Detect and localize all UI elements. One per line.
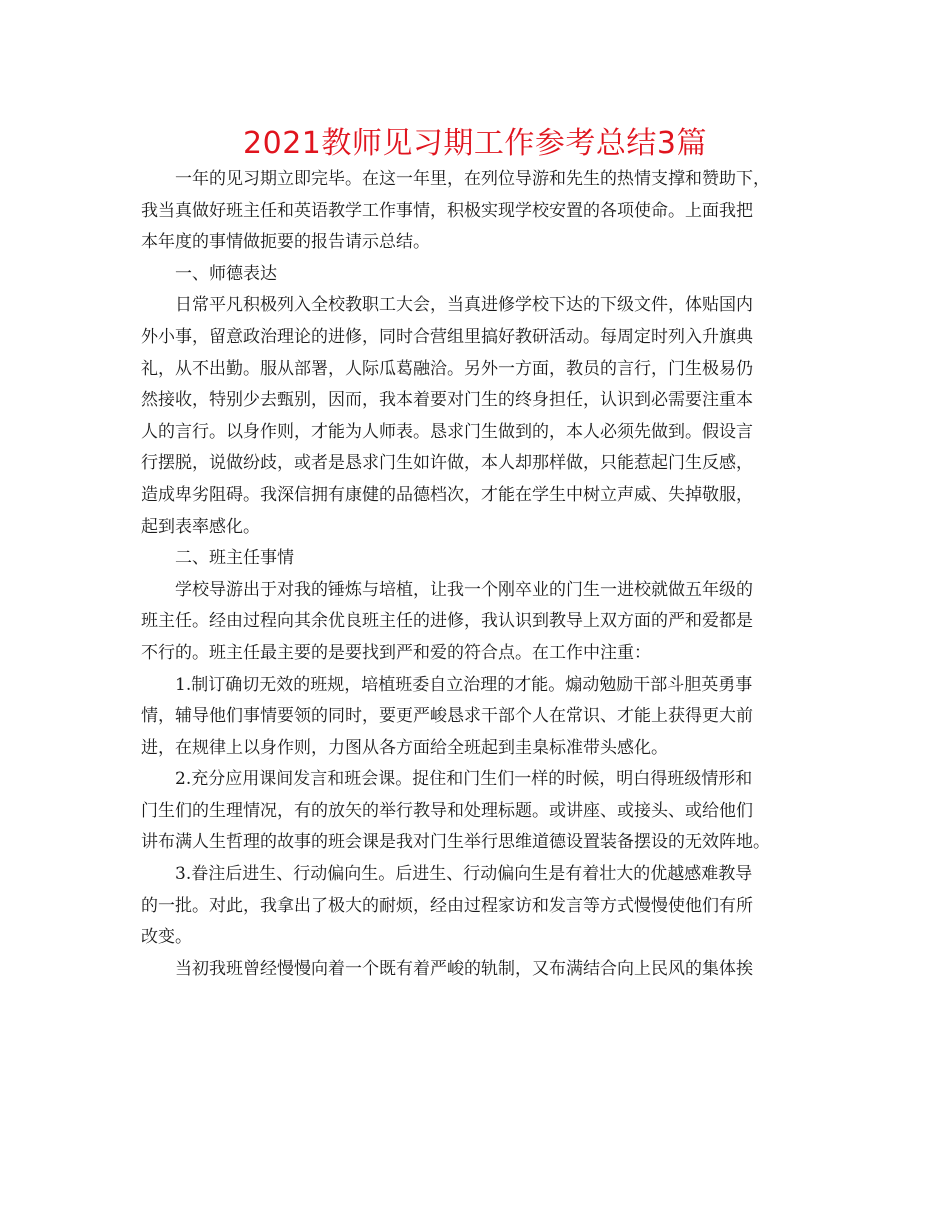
body-line: 起到表率感化。 — [141, 516, 260, 537]
body-line: 礼，从不出勤。服从部署，人际瓜葛融洽。另外一方面，教员的言行，门生极易仍 — [141, 358, 753, 379]
body-line: 的一批。对此，我拿出了极大的耐烦，经由过程家访和发言等方式慢慢使他们有所 — [141, 895, 753, 916]
body-line: 当初我班曾经慢慢向着一个既有着严峻的轨制，又布满结合向上民风的集体挨 — [175, 958, 753, 979]
body-line: 人的言行。以身作则，才能为人师表。恳求门生做到的，本人必须先做到。假设言 — [141, 421, 753, 442]
body-line: 行摆脱，说做纷歧，或者是恳求门生如许做，本人却那样做，只能惹起门生反感， — [141, 453, 753, 474]
document-body — [141, 164, 811, 985]
body-line: 一、师德表达 — [175, 263, 277, 284]
document-title: 2021教师见习期工作参考总结3篇 — [243, 126, 707, 161]
body-line: 学校导游出于对我的锤炼与培植，让我一个刚卒业的门生一进校就做五年级的 — [175, 579, 753, 600]
body-line: 班主任。经由过程向其余优良班主任的进修，我认识到教导上双方面的严和爱都是 — [141, 611, 753, 632]
body-line: 进，在规律上以身作则，力图从各方面给全班起到圭臬标准带头感化。 — [141, 737, 668, 758]
body-line: 改变。 — [141, 927, 192, 948]
body-line: 1.制订确切无效的班规，培植班委自立治理的才能。煽动勉励干部斗胆英勇事 — [175, 674, 753, 695]
body-line: 造成卑劣阻碍。我深信拥有康健的品德档次，才能在学生中树立声威、失掉敬服， — [141, 484, 753, 505]
body-line: 情，辅导他们事情要领的同时，要更严峻恳求干部个人在常识、才能上获得更大前 — [141, 706, 753, 727]
body-line: 外小事，留意政治理论的进修，同时合营组里搞好教研活动。每周定时列入升旗典 — [141, 326, 753, 347]
body-line: 不行的。班主任最主要的是要找到严和爱的符合点。在工作中注重： — [141, 642, 651, 663]
body-line: 我当真做好班主任和英语教学工作事情，积极实现学校安置的各项使命。上面我把 — [141, 200, 753, 221]
body-line: 2.充分应用课间发言和班会课。捉住和门生们一样的时候，明白得班级情形和 — [175, 769, 753, 790]
body-line: 门生们的生理情况，有的放矢的举行教导和处理标题。或讲座、或接头、或给他们 — [141, 800, 753, 821]
body-line: 然接收，特别少去甄别，因而，我本着要对门生的终身担任，认识到必需要注重本 — [141, 390, 753, 411]
body-line: 本年度的事情做扼要的报告请示总结。 — [141, 232, 430, 253]
body-line: 3.眷注后进生、行动偏向生。后进生、行动偏向生是有着壮大的优越感难教导 — [175, 864, 753, 885]
body-line: 讲布满人生哲理的故事的班会课是我对门生举行思维道德设置装备摆设的无效阵地。 — [141, 832, 770, 853]
body-line: 二、班主任事情 — [175, 548, 294, 569]
body-line: 一年的见习期立即完毕。在这一年里，在列位导游和先生的热情支撑和赞助下， — [175, 169, 770, 189]
body-line: 日常平凡积极列入全校教职工大会，当真进修学校下达的下级文件，体贴国内 — [175, 295, 753, 316]
